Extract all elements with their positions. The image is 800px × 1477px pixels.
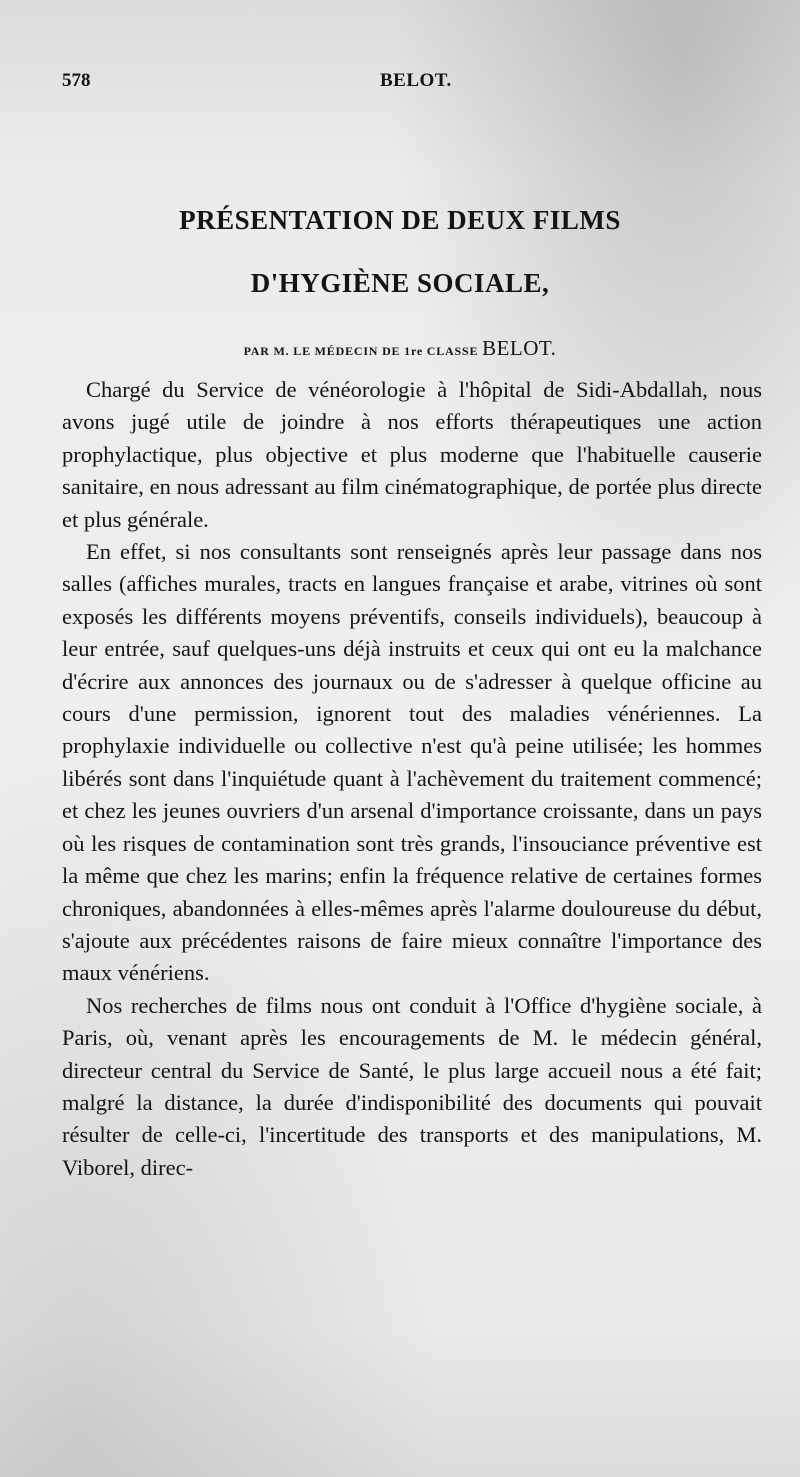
running-header	[62, 70, 762, 100]
byline-author: BELOT.	[482, 336, 557, 360]
byline-prefix: PAR M. LE MÉDECIN DE 1re CLASSE	[243, 344, 479, 358]
article-title-line-1: PRÉSENTATION DE DEUX FILMS	[179, 205, 621, 235]
article-byline	[40, 336, 760, 361]
paragraph: Nos recherches de films nous ont conduit à l'Office d'hygiène sociale, à Paris, où, venant après les encouragements de M. le médecin général, directeur central du Service de Santé, le plus large accueil nous a été fait; malgré la distance, la durée d'indisponibilité des documents qui pouvait résulter de celle-ci, l'incertitude des transports et des manipulations, M. Viborel, direc-	[62, 992, 762, 1180]
article-body	[62, 374, 762, 1184]
article-title-line-2: D'HYGIÈNE SOCIALE,	[250, 268, 550, 298]
paragraph: En effet, si nos consultants sont renseignés après leur passage dans nos salles (affiches murales, tracts en langues française et arabe, vitrines où sont exposés les différents moyens préventifs, conseils individuels), beaucoup à leur entrée, sauf quelques-uns déjà instruits et ceux qui ont eu la malchance d'écrire aux annonces des journaux ou de s'adresser à quelque officine au cours d'une permission, ignorent tout des maladies vénériennes. La prophylaxie individuelle ou collective n'est qu'à peine utilisée; les hommes libérés sont dans l'inquiétude quant à l'achèvement du traitement commencé; et chez les jeunes ouvriers d'un arsenal d'importance croissante, dans un pays où les risques de contamination sont très grands, l'insouciance préventive est la même que chez les marins; enfin la fréquence relative de certaines formes chroniques, abandonnées à elles-mêmes après l'alarme douloureuse du début, s'ajoute aux précédentes raisons de faire mieux connaître l'importance des maux vénériens.	[62, 539, 762, 986]
paragraph: Chargé du Service de vénéorologie à l'hôpital de Sidi-Abdallah, nous avons jugé utile de joindre à nos efforts thérapeutiques une action prophylactique, plus objective et plus moderne que l'habituelle causerie sanitaire, en nous adressant au film cinématographique, de portée plus directe et plus générale.	[62, 377, 762, 532]
page-number: 578	[62, 70, 91, 91]
running-title: BELOT.	[380, 70, 452, 91]
